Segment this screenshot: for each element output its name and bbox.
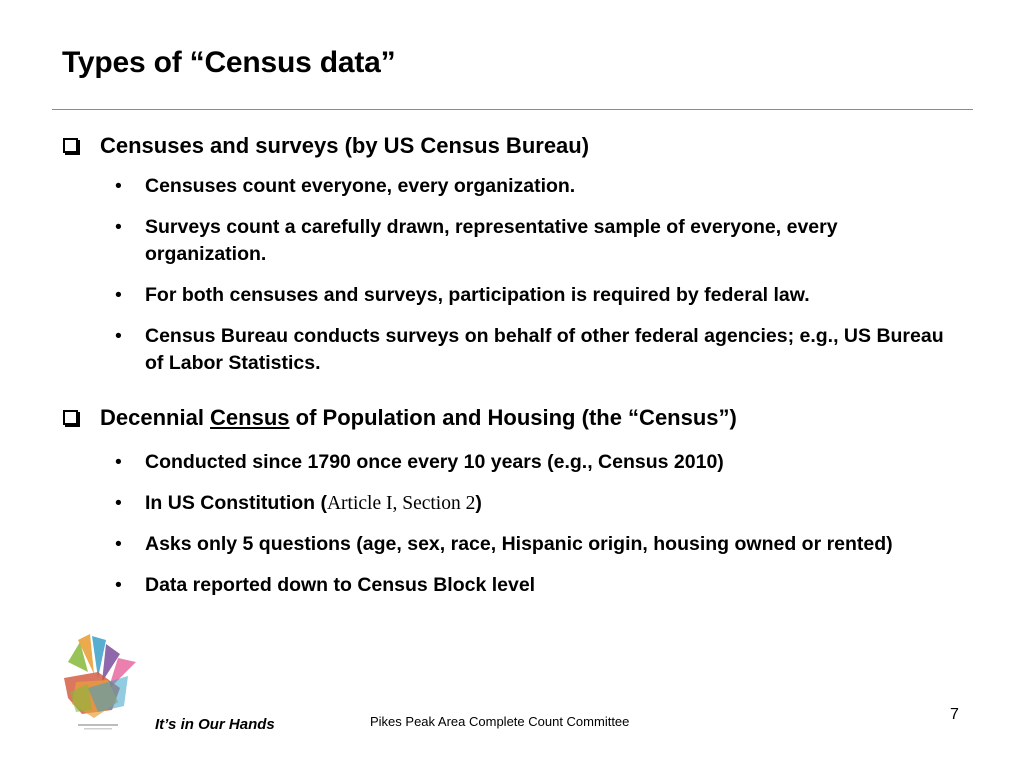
bullet-text: Data reported down to Census Block level [145,574,536,596]
bullet-dot-icon: • [115,574,122,596]
bullet-text: Census Bureau conducts surveys on behalf of other federal agencies; e.g., US Bureau of Labor Statistics. [145,325,944,374]
bullet-dot-icon: • [115,284,122,306]
footer-organization: Pikes Peak Area Complete Count Committee [370,714,630,729]
bullet-dot-icon: • [115,492,122,514]
section-heading-text: Censuses and surveys (by US Census Bureau) [100,133,590,158]
bullet-text: Surveys count a carefully drawn, representative sample of everyone, every organization. [145,216,838,265]
title-divider [52,109,973,110]
footer-tagline: It’s in Our Hands [155,716,275,733]
bullet-list [62,449,962,599]
bullet-dot-icon: • [115,216,122,238]
section-decennial-census [62,404,962,599]
list-item [62,490,962,517]
bullet-text-post: ) [475,492,482,514]
census-link[interactable]: Census [210,405,290,430]
section-heading-pre: Decennial [100,405,211,430]
slide-title: Types of “Census data” [62,46,396,79]
list-item [62,282,962,309]
bullet-list [62,173,962,377]
colorful-hands-logo-icon [58,632,142,732]
bullet-text: Asks only 5 questions (age, sex, race, Hispanic origin, housing owned or rented) [145,533,893,555]
bullet-dot-icon: • [115,533,122,555]
list-item [62,572,962,599]
bullet-text: For both censuses and surveys, participation is required by federal law. [145,284,810,306]
list-item [62,214,962,268]
list-item [62,449,962,476]
bullet-text: Conducted since 1790 once every 10 years (e.g., Census 2010) [145,451,724,473]
bullet-dot-icon: • [115,451,122,473]
list-item [62,323,962,377]
section-heading [62,132,962,160]
bullet-dot-icon: • [115,325,122,347]
list-item [62,173,962,200]
checkbox-bullet-icon [63,138,78,153]
section-heading-post: of Population and Housing (the “Census”) [289,405,737,430]
section-censuses-surveys [62,132,962,377]
constitution-reference: Article I, Section 2 [326,493,476,514]
bullet-dot-icon: • [115,175,122,197]
section-heading [62,404,962,432]
checkbox-bullet-icon [63,410,78,425]
bullet-text: Censuses count everyone, every organization. [145,175,576,197]
bullet-text-pre: In US Constitution ( [145,492,327,514]
list-item [62,531,962,558]
page-number: 7 [950,706,959,723]
